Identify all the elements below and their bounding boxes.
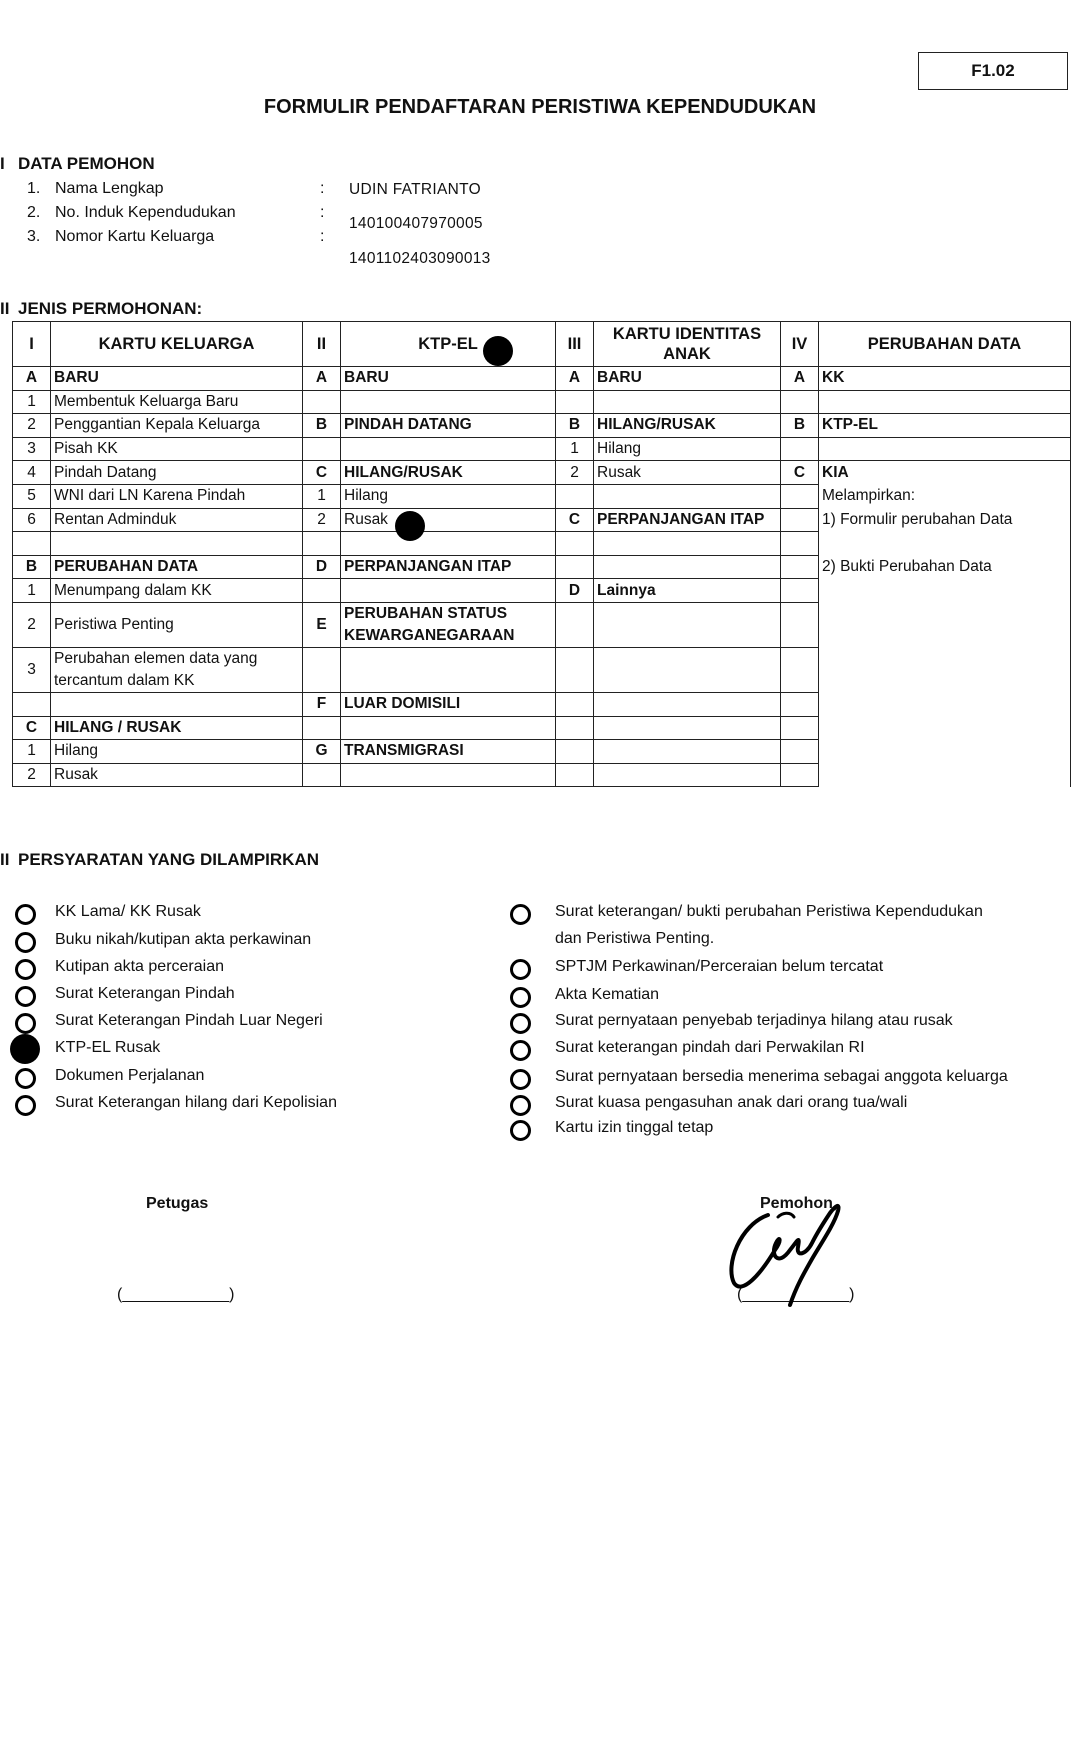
field-nik-value[interactable]: 140100407970005: [349, 215, 483, 232]
table-cell: C: [303, 461, 341, 485]
table-row: [13, 602, 1071, 647]
table-cell: [819, 763, 1071, 787]
table-cell: [341, 437, 556, 461]
table-cell: 1: [13, 390, 51, 414]
table-row: [13, 532, 1071, 556]
table-cell: 2: [13, 602, 51, 647]
field-nik-label: No. Induk Kependudukan: [55, 204, 236, 221]
field-kk-value[interactable]: 1401102403090013: [349, 250, 491, 267]
table-cell: [781, 692, 819, 716]
table-cell: BARU: [341, 367, 556, 391]
table-cell: [556, 692, 594, 716]
checkbox-circle[interactable]: [510, 1095, 531, 1116]
table-cell: 1: [13, 740, 51, 764]
table-cell: [594, 763, 781, 787]
table-cell: 2) Bukti Perubahan Data: [819, 555, 1071, 579]
field-nama-colon: :: [320, 180, 325, 197]
table-cell: 1: [13, 579, 51, 603]
header-cell: II: [303, 322, 341, 367]
table-cell: [303, 390, 341, 414]
table-cell: [594, 532, 781, 556]
table-cell: [819, 390, 1071, 414]
table-cell: Hilang: [341, 484, 556, 508]
table-cell: [819, 437, 1071, 461]
table-cell: [556, 647, 594, 692]
table-cell: B: [781, 414, 819, 438]
table-cell: [341, 579, 556, 603]
table-row: [13, 763, 1071, 787]
field-kk-colon: :: [320, 228, 325, 245]
checkbox-circle[interactable]: [510, 1040, 531, 1061]
table-cell: [556, 716, 594, 740]
table-row: [13, 555, 1071, 579]
table-cell: [556, 532, 594, 556]
table-cell: Rentan Adminduk: [51, 508, 303, 532]
table-cell: C: [13, 716, 51, 740]
table-header-row: [13, 322, 1071, 367]
requirement-label: Dokumen Perjalanan: [55, 1067, 205, 1084]
section-3-number: II: [0, 850, 10, 869]
table-cell: [819, 532, 1071, 556]
table-cell: Lainnya: [594, 579, 781, 603]
jenis-permohonan-table: [12, 321, 1071, 787]
table-cell: 2: [13, 414, 51, 438]
table-cell: PINDAH DATANG: [341, 414, 556, 438]
table-cell: [556, 763, 594, 787]
table-cell: Rusak: [594, 461, 781, 485]
table-cell: [556, 740, 594, 764]
requirement-label: Surat kuasa pengasuhan anak dari orang tua/wali: [555, 1094, 908, 1111]
requirement-label: Buku nikah/kutipan akta perkawinan: [55, 931, 312, 948]
table-cell: Pindah Datang: [51, 461, 303, 485]
table-row: [13, 484, 1071, 508]
field-1-number: 1.: [27, 180, 41, 197]
requirement-label: Kutipan akta perceraian: [55, 958, 224, 975]
checkbox-circle[interactable]: [510, 1069, 531, 1090]
table-cell: [781, 716, 819, 740]
table-cell: A: [556, 367, 594, 391]
table-cell: A: [13, 367, 51, 391]
table-cell: B: [13, 555, 51, 579]
table-cell: [781, 555, 819, 579]
officer-label: Petugas: [146, 1195, 209, 1212]
table-cell: [781, 508, 819, 532]
table-cell: 4: [13, 461, 51, 485]
table-cell: [781, 484, 819, 508]
table-cell: PERPANJANGAN ITAP: [594, 508, 781, 532]
table-cell: BARU: [594, 367, 781, 391]
table-cell: 3: [13, 437, 51, 461]
table-cell: Rusak: [341, 508, 556, 532]
table-cell: [594, 716, 781, 740]
table-cell: Membentuk Keluarga Baru: [51, 390, 303, 414]
table-cell: [51, 692, 303, 716]
table-row: [13, 437, 1071, 461]
table-cell: D: [303, 555, 341, 579]
checkbox-circle[interactable]: [15, 932, 36, 953]
table-cell: [819, 692, 1071, 716]
table-cell: [819, 740, 1071, 764]
checkbox-circle[interactable]: [510, 987, 531, 1008]
checkbox-circle[interactable]: [15, 904, 36, 925]
table-cell: [819, 647, 1071, 692]
table-cell: LUAR DOMISILI: [341, 692, 556, 716]
applicant-label: Pemohon,: [760, 1195, 838, 1212]
requirement-label: Kartu izin tinggal tetap: [555, 1119, 714, 1136]
checkbox-circle[interactable]: [15, 1068, 36, 1089]
checkbox-circle[interactable]: [15, 1013, 36, 1034]
table-cell: KK: [819, 367, 1071, 391]
table-cell: [781, 390, 819, 414]
requirement-label: Surat pernyataan bersedia menerima sebagai anggota keluarga: [555, 1068, 1008, 1085]
table-cell: [594, 484, 781, 508]
table-cell: 2: [303, 508, 341, 532]
table-cell: [594, 740, 781, 764]
table-cell: [594, 390, 781, 414]
table-cell: E: [303, 602, 341, 647]
table-row: [13, 740, 1071, 764]
field-kk-label: Nomor Kartu Keluarga: [55, 228, 215, 245]
table-cell: Rusak: [51, 763, 303, 787]
table-cell: WNI dari LN Karena Pindah: [51, 484, 303, 508]
table-cell: HILANG/RUSAK: [341, 461, 556, 485]
table-cell: [781, 532, 819, 556]
field-2-number: 2.: [27, 204, 41, 221]
table-cell: [556, 484, 594, 508]
officer-signature-line: (____________): [117, 1286, 235, 1303]
table-row: [13, 716, 1071, 740]
table-cell: [341, 716, 556, 740]
table-cell: [556, 390, 594, 414]
table-cell: Pisah KK: [51, 437, 303, 461]
table-cell: 1: [303, 484, 341, 508]
table-cell: PERUBAHAN STATUS KEWARGANEGARAAN: [341, 602, 556, 647]
checkbox-circle[interactable]: [510, 959, 531, 980]
section-2-heading: JENIS PERMOHONAN:: [18, 299, 203, 318]
requirement-label-line2: dan Peristiwa Penting.: [555, 930, 715, 947]
rusak-selected-mark: [395, 511, 425, 541]
section-1-heading: DATA PEMOHON: [18, 154, 155, 173]
table-cell: F: [303, 692, 341, 716]
table-cell: [303, 579, 341, 603]
table-cell: BARU: [51, 367, 303, 391]
table-cell: [781, 740, 819, 764]
table-cell: A: [303, 367, 341, 391]
requirement-label: Surat Keterangan Pindah: [55, 985, 235, 1002]
section-2-number: II: [0, 299, 10, 318]
ktp-el-selected-mark: [483, 336, 513, 366]
table-cell: [594, 602, 781, 647]
requirement-label: Surat keterangan/ bukti perubahan Peristiwa Kependudukan: [555, 903, 983, 920]
form-title: FORMULIR PENDAFTARAN PERISTIWA KEPENDUDUKAN: [263, 96, 817, 118]
section-3-heading: PERSYARATAN YANG DILAMPIRKAN: [18, 850, 320, 869]
requirement-label: Surat pernyataan penyebab terjadinya hilang atau rusak: [555, 1012, 953, 1029]
table-cell: PERPANJANGAN ITAP: [341, 555, 556, 579]
table-cell: KIA: [819, 461, 1071, 485]
table-cell: PERUBAHAN DATA: [51, 555, 303, 579]
table-cell: G: [303, 740, 341, 764]
table-cell: 5: [13, 484, 51, 508]
table-cell: B: [556, 414, 594, 438]
requirement-label: SPTJM Perkawinan/Perceraian belum tercatat: [555, 958, 884, 975]
table-cell: HILANG/RUSAK: [594, 414, 781, 438]
table-cell: [781, 647, 819, 692]
checked-circle[interactable]: [10, 1034, 40, 1064]
table-cell: [303, 716, 341, 740]
field-nama-label: Nama Lengkap: [55, 180, 164, 197]
header-cell: KARTU KELUARGA: [51, 322, 303, 367]
table-cell: C: [556, 508, 594, 532]
checkbox-circle[interactable]: [510, 1013, 531, 1034]
requirement-label: Surat Keterangan hilang dari Kepolisian: [55, 1094, 337, 1111]
table-cell: Melampirkan:: [819, 484, 1071, 508]
field-nama-value[interactable]: UDIN FATRIANTO: [349, 181, 481, 198]
table-cell: [341, 532, 556, 556]
table-cell: [556, 555, 594, 579]
table-cell: [341, 647, 556, 692]
table-row: [13, 390, 1071, 414]
table-cell: KTP-EL: [819, 414, 1071, 438]
table-cell: [594, 647, 781, 692]
table-row: [13, 647, 1071, 692]
table-cell: Hilang: [51, 740, 303, 764]
table-row: [13, 367, 1071, 391]
requirement-label: KTP-EL Rusak: [55, 1039, 161, 1056]
table-cell: [594, 555, 781, 579]
checkbox-circle[interactable]: [15, 959, 36, 980]
table-cell: [13, 692, 51, 716]
form-code: F1.02: [918, 52, 1068, 90]
table-cell: [594, 692, 781, 716]
requirement-label: Surat Keterangan Pindah Luar Negeri: [55, 1012, 323, 1029]
table-cell: TRANSMIGRASI: [341, 740, 556, 764]
field-nik-colon: :: [320, 204, 325, 221]
table-cell: A: [781, 367, 819, 391]
table-cell: 3: [13, 647, 51, 692]
applicant-signature: [720, 1195, 870, 1315]
checkbox-circle[interactable]: [15, 986, 36, 1007]
table-cell: [303, 647, 341, 692]
table-cell: [13, 532, 51, 556]
table-cell: 1: [556, 437, 594, 461]
table-cell: C: [781, 461, 819, 485]
header-cell: PERUBAHAN DATA: [819, 322, 1071, 367]
header-cell: IV: [781, 322, 819, 367]
table-cell: [781, 763, 819, 787]
header-cell: III: [556, 322, 594, 367]
table-cell: 2: [13, 763, 51, 787]
checkbox-circle[interactable]: [15, 1095, 36, 1116]
table-cell: [303, 437, 341, 461]
table-row: [13, 508, 1071, 532]
table-cell: [819, 602, 1071, 647]
header-cell: KARTU IDENTITAS ANAK: [594, 322, 781, 367]
checkbox-circle[interactable]: [510, 904, 531, 925]
table-row: [13, 692, 1071, 716]
field-3-number: 3.: [27, 228, 41, 245]
table-cell: [781, 579, 819, 603]
header-cell: I: [13, 322, 51, 367]
section-1-number: I: [0, 154, 5, 173]
applicant-signature-line: (____________): [737, 1286, 855, 1303]
requirement-label: KK Lama/ KK Rusak: [55, 903, 201, 920]
table-row: [13, 414, 1071, 438]
header-cell: KTP-EL: [341, 322, 556, 367]
table-row: [13, 461, 1071, 485]
table-cell: [781, 602, 819, 647]
table-cell: [556, 602, 594, 647]
table-cell: 6: [13, 508, 51, 532]
table-row: [13, 579, 1071, 603]
table-cell: [819, 579, 1071, 603]
table-cell: [303, 532, 341, 556]
table-cell: [819, 716, 1071, 740]
table-cell: [51, 532, 303, 556]
checkbox-circle[interactable]: [510, 1120, 531, 1141]
table-cell: [303, 763, 341, 787]
requirement-label: Surat keterangan pindah dari Perwakilan RI: [555, 1039, 865, 1056]
table-cell: [781, 437, 819, 461]
table-cell: Hilang: [594, 437, 781, 461]
table-cell: 1) Formulir perubahan Data: [819, 508, 1071, 532]
table-cell: D: [556, 579, 594, 603]
table-cell: [341, 763, 556, 787]
table-cell: Perubahan elemen data yang tercantum dalam KK: [51, 647, 303, 692]
table-cell: Menumpang dalam KK: [51, 579, 303, 603]
table-cell: Peristiwa Penting: [51, 602, 303, 647]
table-cell: Penggantian Kepala Keluarga: [51, 414, 303, 438]
table-cell: HILANG / RUSAK: [51, 716, 303, 740]
table-cell: [341, 390, 556, 414]
table-cell: 2: [556, 461, 594, 485]
table-cell: B: [303, 414, 341, 438]
requirement-label: Akta Kematian: [555, 986, 660, 1003]
